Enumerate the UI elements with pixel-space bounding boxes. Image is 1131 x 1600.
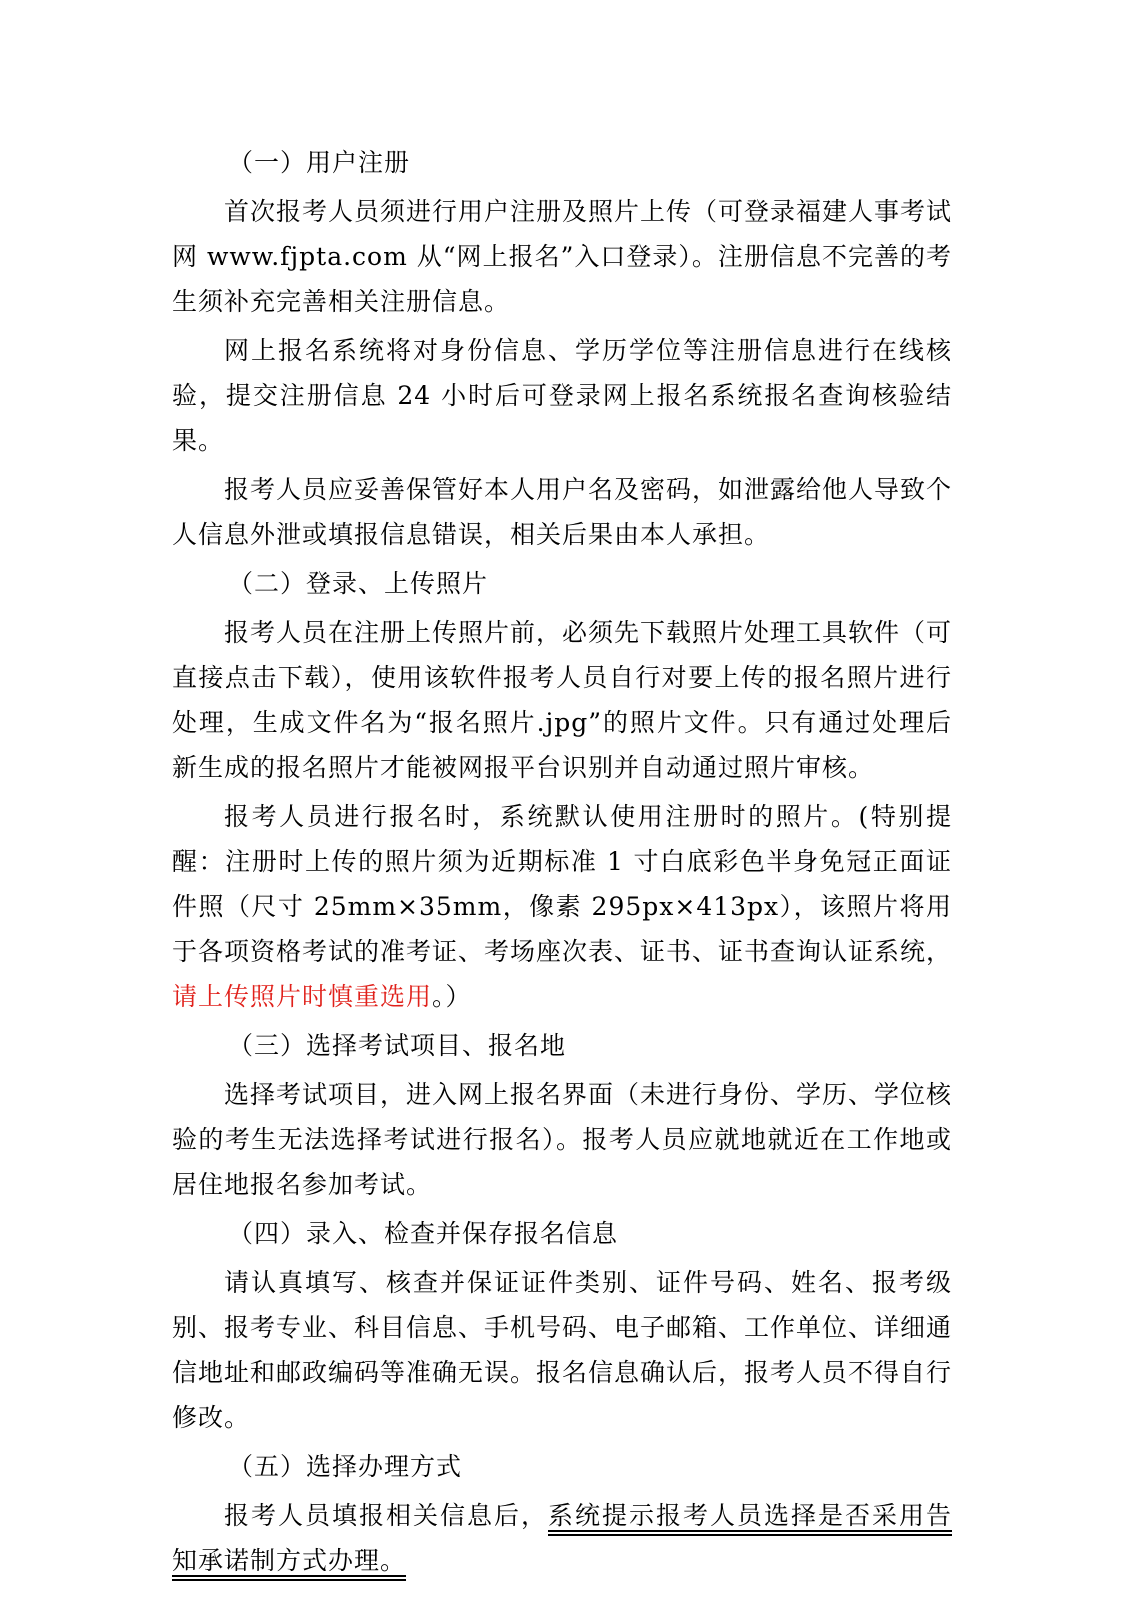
document-body	[172, 140, 952, 1587]
section-heading-login-upload-photo: （二）登录、上传照片	[228, 569, 489, 598]
photo-reminder-paragraph	[172, 794, 952, 1019]
paragraph: 选择考试项目，进入网上报名界面（未进行身份、学历、学位核验的考生无法选择考试进行报名）。报考人员应就地就近在工作地或居住地报名参加考试。	[172, 1080, 953, 1199]
photo-warning-highlight: 请上传照片时慎重选用	[172, 982, 433, 1011]
section-heading-select-exam: （三）选择考试项目、报名地	[228, 1031, 567, 1060]
paragraph: 网上报名系统将对身份信息、学历学位等注册信息进行在线核验，提交注册信息 24 小时后可登录网上报名系统报名查询核验结果。	[172, 336, 952, 455]
final-paragraph	[172, 1493, 952, 1583]
section-heading-select-method: （五）选择办理方式	[228, 1452, 463, 1481]
section-heading-user-registration: （一）用户注册	[228, 148, 411, 177]
section-heading-enter-info: （四）录入、检查并保存报名信息	[228, 1219, 619, 1248]
paragraph: 报考人员应妥善保管好本人用户名及密码，如泄露给他人导致个人信息外泄或填报信息错误，相关后果由本人承担。	[172, 475, 953, 549]
photo-reminder-tail: 。）	[432, 982, 472, 1011]
final-text: 报考人员填报相关信息后，	[224, 1501, 548, 1530]
paragraph: 首次报考人员须进行用户注册及照片上传（可登录福建人事考试网 www.fjpta.com 从“网上报名”入口登录）。注册信息不完善的考生须补充完善相关注册信息。	[172, 197, 953, 316]
photo-reminder-text: 报考人员进行报名时，系统默认使用注册时的照片。(特别提醒：注册时上传的照片须为近期标准 1 寸白底彩色半身免冠正面证件照（尺寸 25mm×35mm，像素 295px×413px），该照片将用于各项资格考试的准考证、考场座次表、证书、证书查询认证系统，	[172, 802, 953, 966]
paragraph: 请认真填写、核查并保证证件类别、证件号码、姓名、报考级别、报考专业、科目信息、手机号码、电子邮箱、工作单位、详细通信地址和邮政编码等准确无误。报名信息确认后，报考人员不得自行修改。	[172, 1268, 953, 1432]
underlined-notice: 系统提示报考人员选择是否采用告知承诺制方式办理。	[172, 1501, 952, 1575]
paragraph: 报考人员在注册上传照片前，必须先下载照片处理工具软件（可直接点击下载），使用该软件报考人员自行对要上传的报名照片进行处理，生成文件名为“报名照片.jpg”的照片文件。只有通过处理后新生成的报名照片才能被网报平台识别并自动通过照片审核。	[172, 618, 953, 782]
